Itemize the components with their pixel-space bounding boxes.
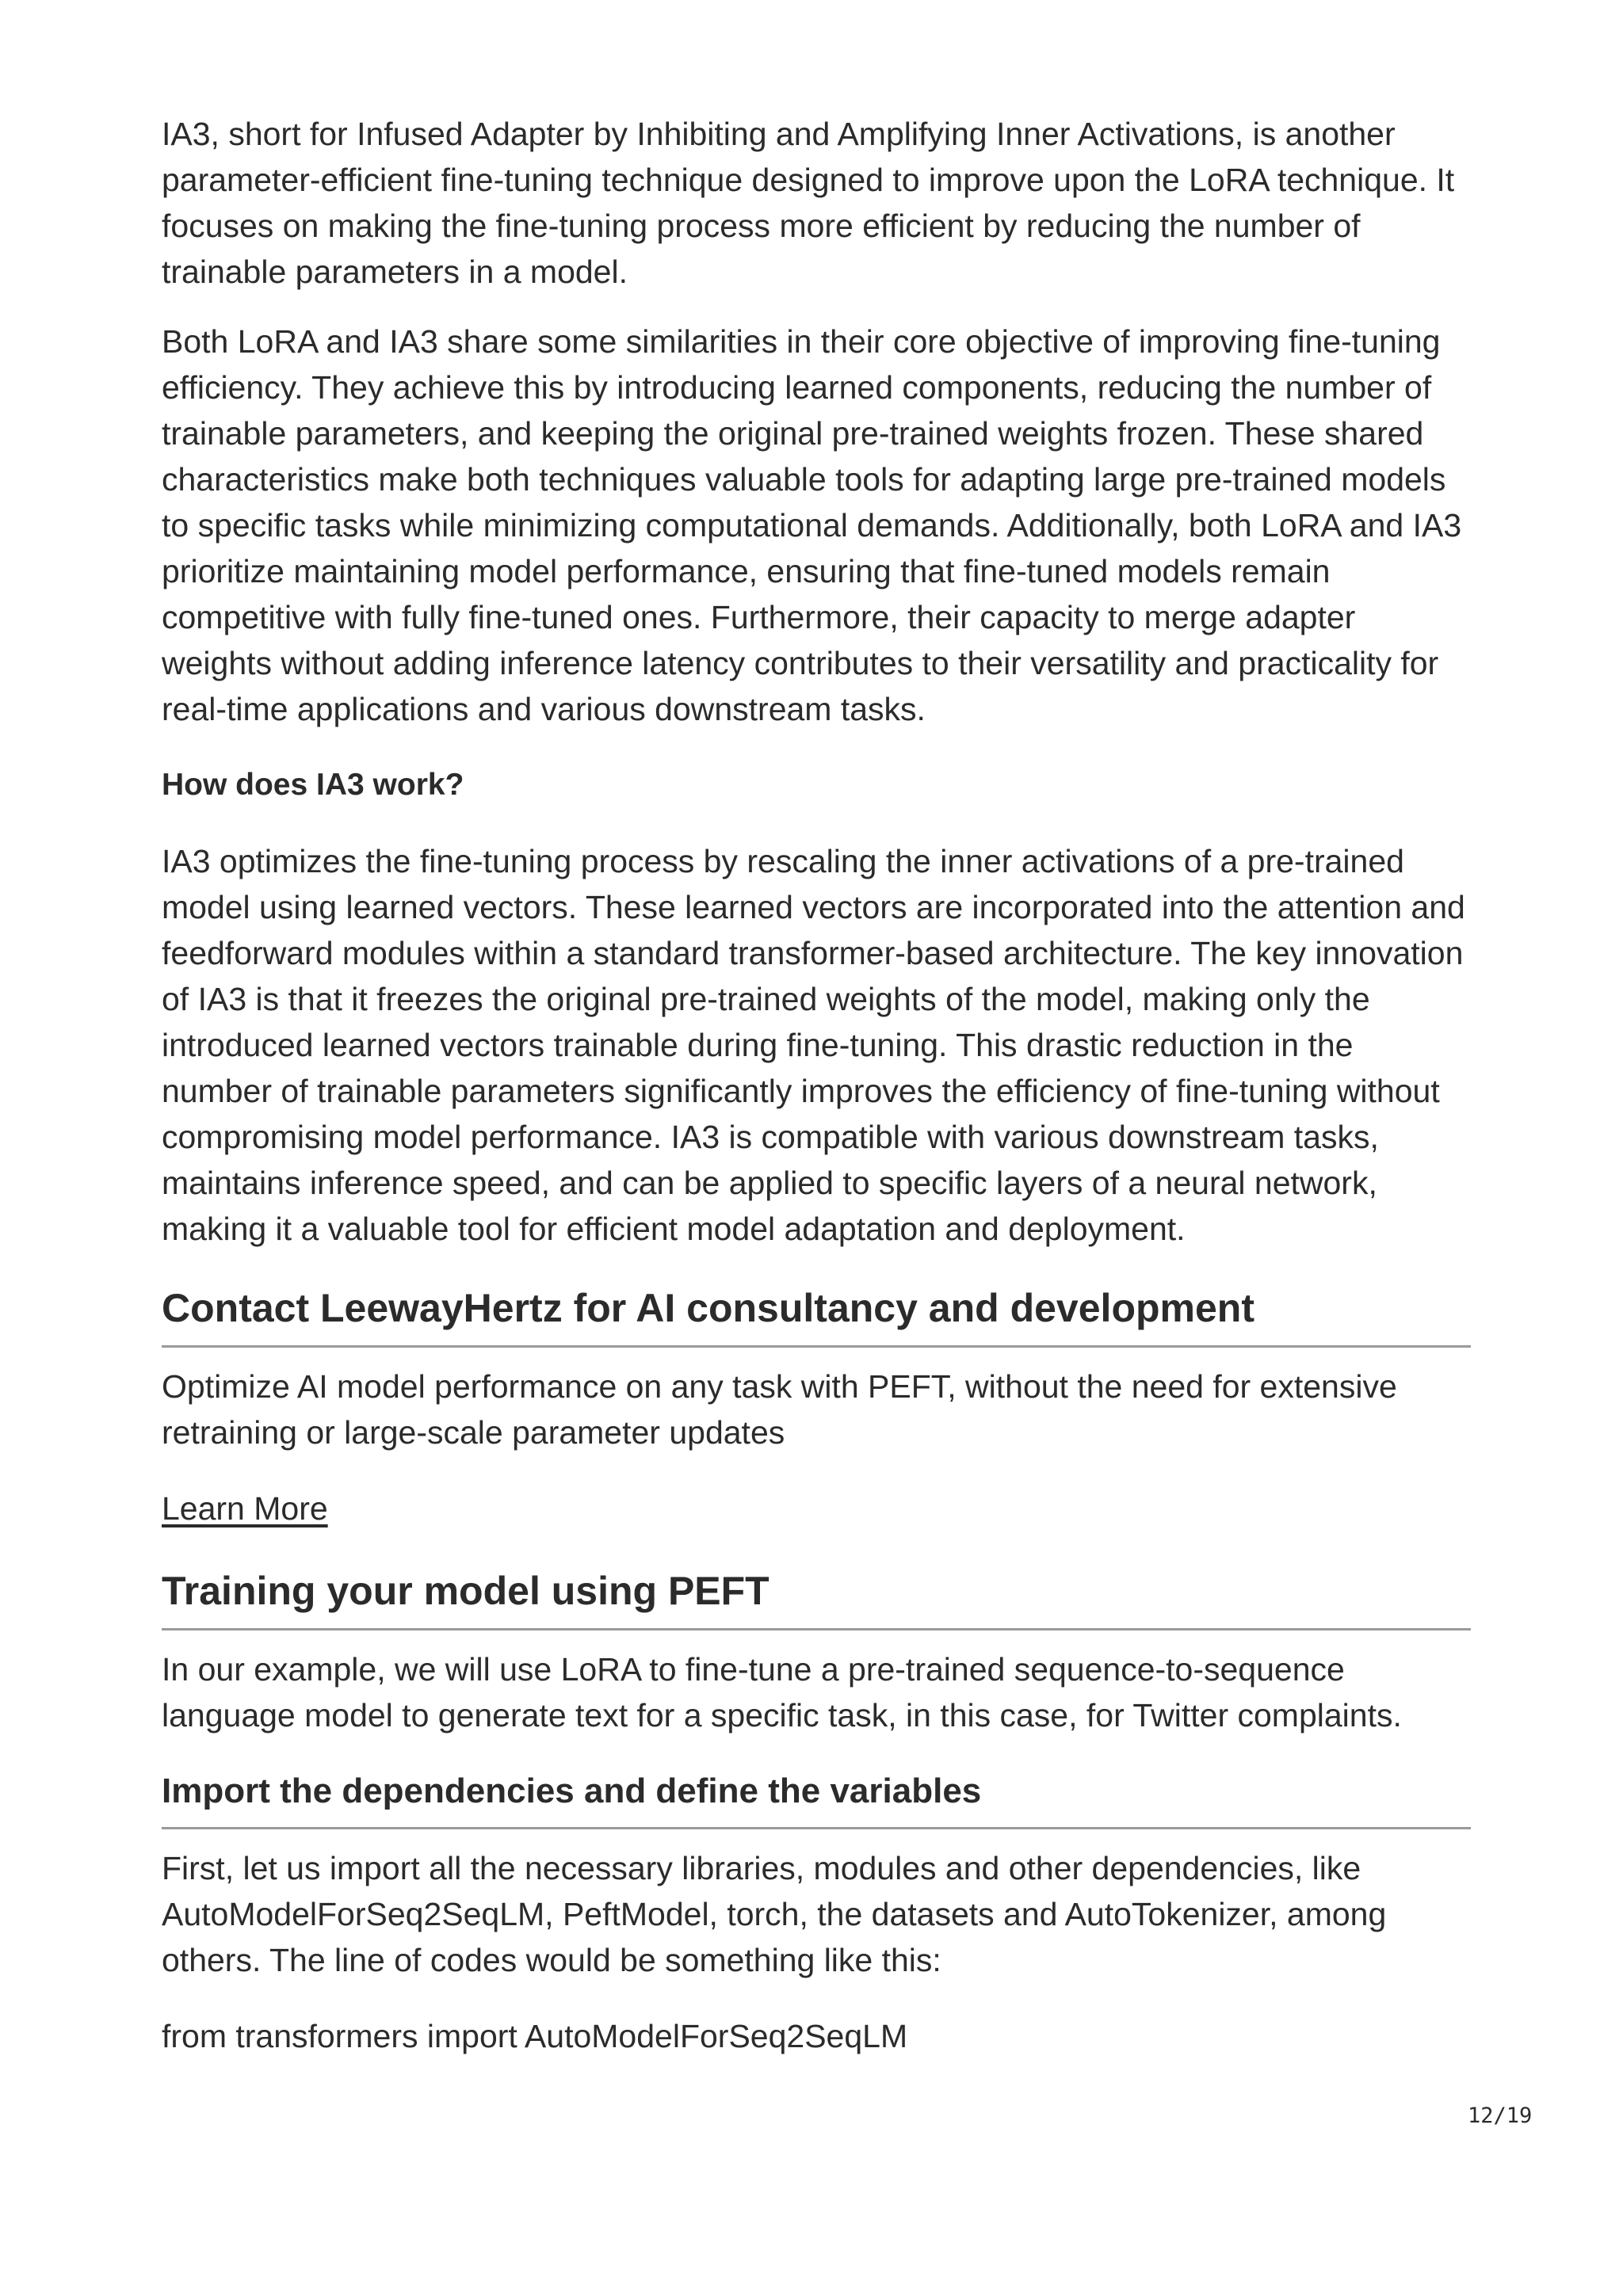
- section-heading-contact: Contact LeewayHertz for AI consultancy and development: [162, 1283, 1471, 1348]
- learn-more-link[interactable]: Learn More: [162, 1490, 328, 1527]
- page-number: 12/19: [1468, 2103, 1533, 2128]
- paragraph-lora-ia3-comparison: Both LoRA and IA3 share some similarities in their core objective of improving fine-tuning efficiency. They achieve this by introducing learned components, reducing the number of trainable parameters, and keeping the original pre-trained weights frozen. These shared characteristics make both techniques valuable tools for adapting large pre-trained models to specific tasks while minimizing computational demands. Additionally, both LoRA and IA3 prioritize maintaining model performance, ensuring that fine-tuned models remain competitive with fully fine-tuned ones. Furthermore, their capacity to merge adapter weights without adding inference latency contributes to their versatility and practicality for real-time applications and various downstream tasks.: [162, 323, 1462, 727]
- document-page: [162, 111, 1471, 2059]
- paragraph-contact: Optimize AI model performance on any task with PEFT, without the need for extensive retraining or large-scale parameter updates: [162, 1368, 1397, 1451]
- paragraph-imports: First, let us import all the necessary libraries, modules and other dependencies, like AutoModelForSeq2SeqLM, PeftModel, torch, the datasets and AutoTokenizer, among others. The line of codes would be something like this:: [162, 1850, 1387, 1978]
- subsection-heading-imports: Import the dependencies and define the variables: [162, 1768, 1471, 1829]
- subheading-how-ia3-works: How does IA3 work?: [162, 768, 464, 802]
- code-line-import: from transformers import AutoModelForSeq2SeqLM: [162, 2018, 908, 2054]
- paragraph-how-ia3-works: IA3 optimizes the fine-tuning process by rescaling the inner activations of a pre-trained model using learned vectors. These learned vectors are incorporated into the attention and feedforward modules within a standard transformer-based architecture. The key innovation of IA3 is that it freezes the original pre-trained weights of the model, making only the introduced learned vectors trainable during fine-tuning. This drastic reduction in the number of trainable parameters significantly improves the efficiency of fine-tuning without compromising model performance. IA3 is compatible with various downstream tasks, maintains inference speed, and can be applied to specific layers of a neural network, making it a valuable tool for efficient model adaptation and deployment.: [162, 843, 1465, 1247]
- paragraph-training: In our example, we will use LoRA to fine-tune a pre-trained sequence-to-sequence language model to generate text for a specific task, in this case, for Twitter complaints.: [162, 1651, 1402, 1733]
- section-heading-training: Training your model using PEFT: [162, 1566, 1471, 1630]
- paragraph-ia3-intro: IA3, short for Infused Adapter by Inhibiting and Amplifying Inner Activations, is another parameter-efficient fine-tuning technique designed to improve upon the LoRA technique. It focuses on making the fine-tuning process more efficient by reducing the number of trainable parameters in a model.: [162, 116, 1455, 290]
